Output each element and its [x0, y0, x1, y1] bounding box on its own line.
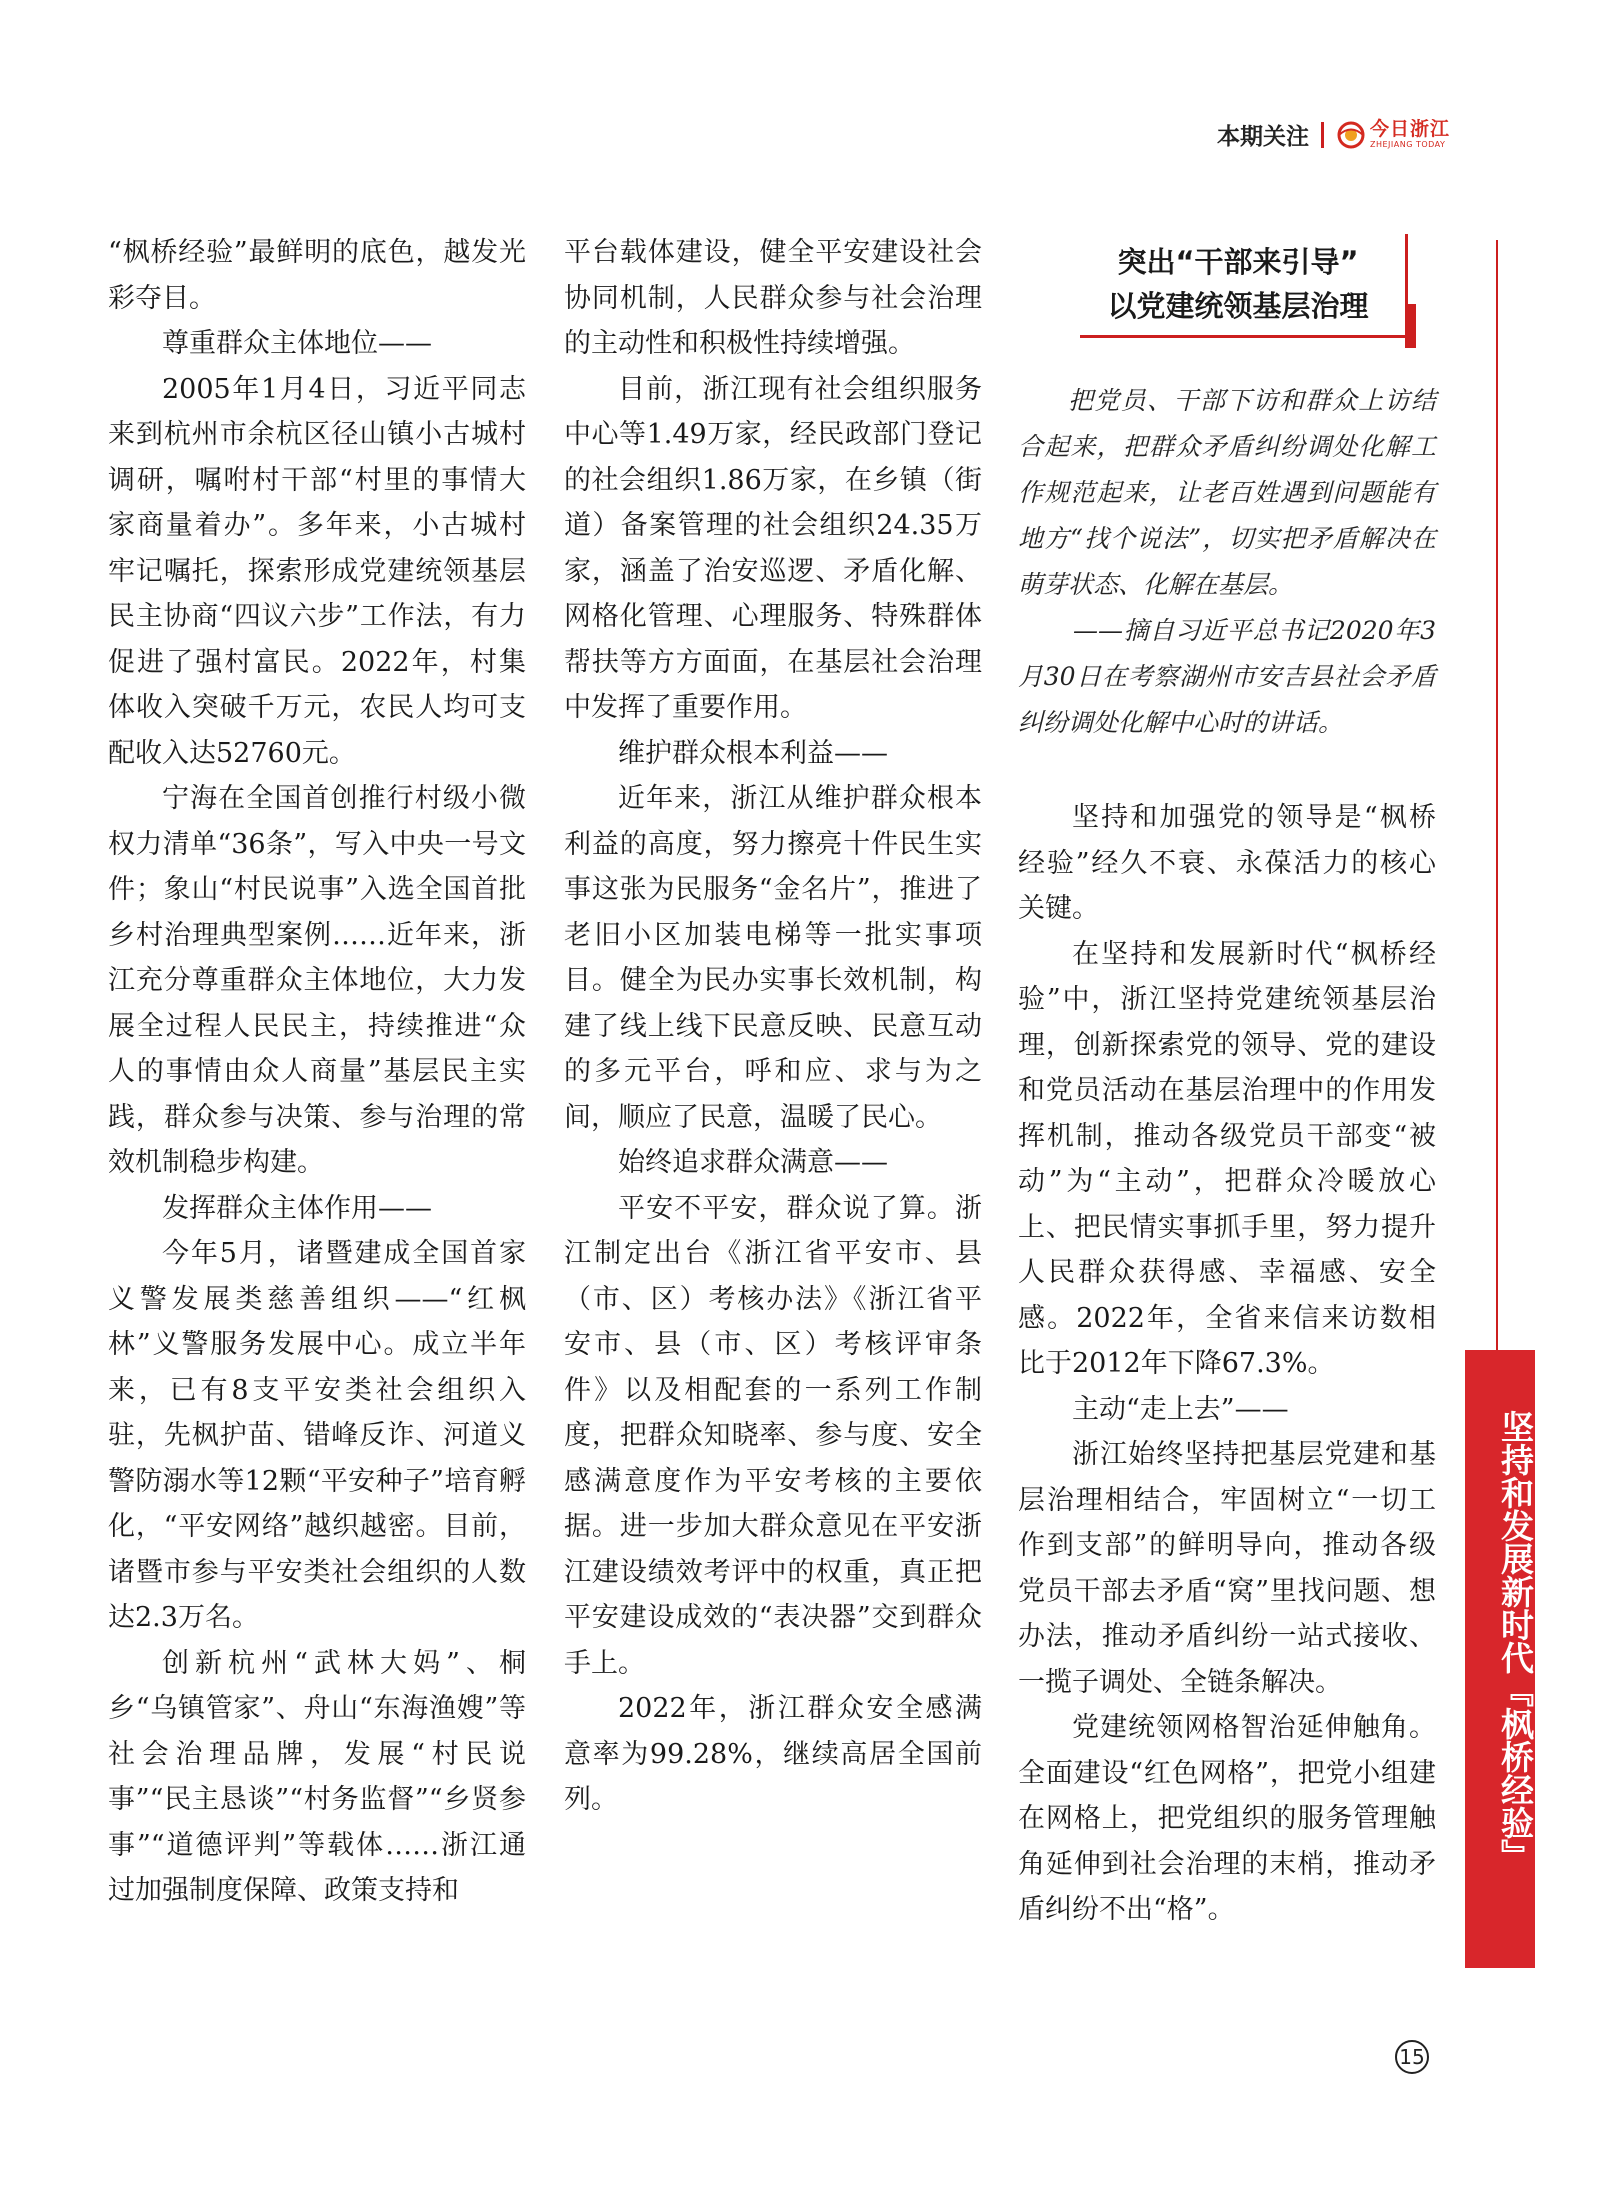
section-label: 本期关注: [1216, 124, 1309, 150]
paragraph: 党建统领网格智治延伸触角。全面建设“红色网格”，把党小组建在网格上，把党组织的服务管理触角延伸到社会治理的末梢，推动矛盾纠纷不出“格”。: [1018, 1712, 1436, 1925]
page-header: [1217, 118, 1450, 151]
logo-name-cn: 今日浙江: [1369, 118, 1450, 140]
paragraph: 浙江始终坚持把基层党建和基层治理相结合，牢固树立“一切工作到支部”的鲜明导向，推动各级党员干部去矛盾“窝”里找问题、想办法，推动矛盾纠纷一站式接收、一揽子调处、全链条解决。: [1018, 1439, 1436, 1698]
paragraph: 平台载体建设，健全平安建设社会协同机制，人民群众参与社会治理的主动性和积极性持续增强。: [564, 237, 982, 359]
side-rule: [1496, 240, 1498, 1350]
logo-swirl-icon: [1336, 120, 1366, 150]
magazine-logo: [1336, 120, 1450, 150]
side-tab: [1465, 1350, 1535, 1968]
paragraph: 宁海在全国首创推行村级小微权力清单“36条”，写入中央一号文件；象山“村民说事”入选全国首批乡村治理典型案例……近年来，浙江充分尊重群众主体地位，大力发展全过程人民民主，持续推进“众人的事情由众人商量”基层民主实践，群众参与决策、参与治理的常效机制稳步构建。: [108, 783, 526, 1178]
paragraph: 目前，浙江现有社会组织服务中心等1.49万家，经民政部门登记的社会组织1.86万家，在乡镇（街道）备案管理的社会组织24.35万家，涵盖了治安巡逻、矛盾化解、网格化管理、心理服务、特殊群体帮扶等方方面面，在基层社会治理中发挥了重要作用。: [564, 373, 982, 723]
pull-quote: [1018, 378, 1436, 746]
paragraph: 创新杭州“武林大妈”、桐乡“乌镇管家”、舟山“东海渔嫂”等社会治理品牌，发展“村民说事”“民主恳谈”“村务监督”“乡贤参事”“道德评判”等载体……浙江通过加强制度保障、政策支持和: [108, 1647, 526, 1906]
subheading: 发挥群众主体作用——: [162, 1192, 432, 1224]
quote-text: 把党员、干部下访和群众上访结合起来，把群众矛盾纠纷调处化解工作规范起来，让老百姓遇到问题能有地方“找个说法”，切实把矛盾解决在萌芽状态、化解在基层。: [1018, 386, 1436, 599]
side-tab-label: 坚持和发展新时代『枫桥经验』: [1496, 1410, 1535, 1872]
subheading: 主动“走上去”——: [1072, 1393, 1289, 1425]
section-title-box: [1080, 234, 1408, 338]
section-title-line-1: 突出“干部来引导”: [1117, 245, 1359, 279]
title-box-accent: [1405, 304, 1416, 348]
title-box-border: [1080, 335, 1408, 338]
paragraph: 平安不平安，群众说了算。浙江制定出台《浙江省平安市、县（市、区）考核办法》《浙江省平安市、县（市、区）考核评审条件》以及相配套的一系列工作制度，把群众知晓率、参与度、安全感满意度作为平安考核的主要依据。进一步加大群众意见在平安浙江建设绩效考评中的权重，真正把平安建设成效的“表决器”交到群众手上。: [564, 1192, 982, 1679]
paragraph: 2005年1月4日，习近平同志来到杭州市余杭区径山镇小古城村调研，嘱咐村干部“村里的事情大家商量着办”。多年来，小古城村牢记嘱托，探索形成党建统领基层民主协商“四议六步”工作法，有力促进了强村富民。2022年，村集体收入突破千万元，农民人均可支配收入达52760元。: [108, 373, 526, 769]
paragraph: “枫桥经验”最鲜明的底色，越发光彩夺目。: [108, 237, 526, 314]
paragraph: 坚持和加强党的领导是“枫桥经验”经久不衰、永葆活力的核心关键。: [1018, 802, 1436, 924]
paragraph: 2022年，浙江群众安全感满意率为99.28%，继续高居全国前列。: [564, 1693, 982, 1815]
subheading: 维护群众根本利益——: [618, 737, 888, 769]
quote-source: ——摘自习近平总书记2020年3月30日在考察湖州市安吉县社会矛盾纠纷调处化解中心时的讲话。: [1018, 616, 1436, 737]
page-number: 15: [1395, 2040, 1429, 2074]
logo-name-en: ZHEJIANG TODAY: [1369, 140, 1446, 149]
paragraph: 在坚持和发展新时代“枫桥经验”中，浙江坚持党建统领基层治理，创新探索党的领导、党的建设和党员活动在基层治理中的作用发挥机制，推动各级党员干部变“被动”为“主动”，把群众冷暖放心上、把民情实事抓手里，努力提升人民群众获得感、幸福感、安全感。2022年，全省来信来访数相比于2012年下降67.3%。: [1018, 938, 1436, 1379]
paragraph: 近年来，浙江从维护群众根本利益的高度，努力擦亮十件民生实事这张为民服务“金名片”，推进了老旧小区加装电梯等一批实事项目。健全为民办实事长效机制，构建了线上线下民意反映、民意互动的多元平台，呼和应、求与为之间，顺应了民意，温暖了民心。: [564, 783, 982, 1133]
text-column-1: [108, 230, 526, 1914]
text-column-2: [564, 230, 982, 1823]
header-divider: [1321, 122, 1324, 148]
subheading: 尊重群众主体地位——: [162, 328, 432, 359]
text-column-3: [1018, 795, 1436, 1933]
paragraph: 今年5月，诸暨建成全国首家义警发展类慈善组织——“红枫林”义警服务发展中心。成立半年来，已有8支平安类社会组织入驻，先枫护苗、错峰反诈、河道义警防溺水等12颗“平安种子”培育孵化，“平安网络”越织越密。目前，诸暨市参与平安类社会组织的人数达2.3万名。: [108, 1238, 526, 1633]
section-title-line-2: 以党建统领基层治理: [1107, 289, 1369, 323]
subheading: 始终追求群众满意——: [618, 1147, 888, 1178]
